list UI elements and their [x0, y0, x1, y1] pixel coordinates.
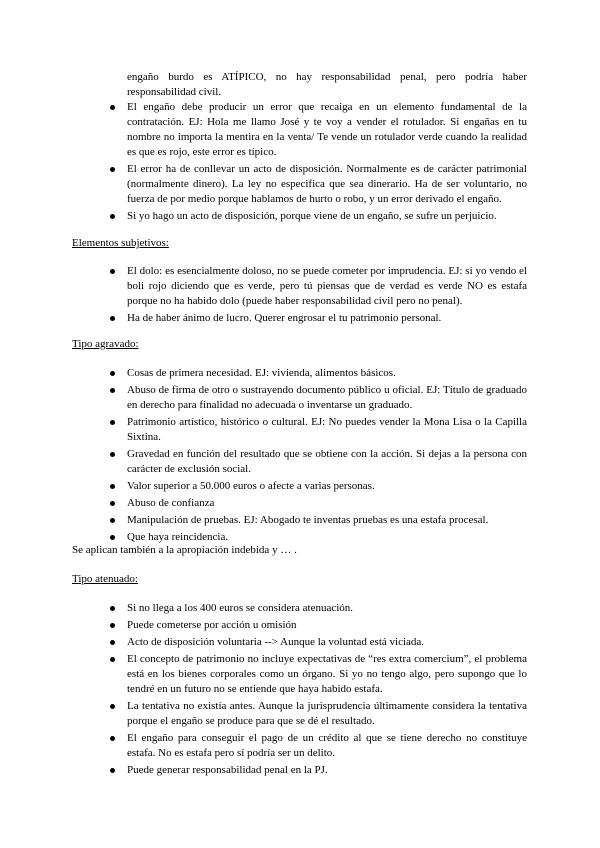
list-item: Acto de disposición voluntaria --> Aunque la voluntad está viciada.: [107, 635, 527, 650]
bullet-list-objective: [107, 100, 527, 226]
list-item: Abuso de firma de otro o sustrayendo documento público u oficial. EJ: Título de graduado en derecho para finalidad no adecuada o inventarse un graduado.: [107, 383, 527, 413]
bullet-list-mitigated: [107, 601, 527, 780]
list-item: Patrimonio artístico, histórico o cultural. EJ: No puedes vender la Mona Lisa o la Capilla Sixtina.: [107, 415, 527, 445]
list-item: El engaño para conseguir el pago de un crédito al que se tiene derecho no constituye estafa. No es estafa pero sí podría ser un delito.: [107, 731, 527, 761]
list-item: El engaño debe producir un error que recaiga en un elemento fundamental de la contratación. EJ: Hola me llamo José y te voy a vender el rotulador. Si engañas en tu nombre no importa la mentira en la venta/ Te vende un rotulador verde cuando la realidad es que es rojo, este error es típico.: [107, 100, 527, 160]
continuation-text: engaño burdo es ATÍPICO, no hay responsabilidad penal, pero podría haber responsabilidad civil.: [127, 71, 527, 98]
list-item: El error ha de conllevar un acto de disposición. Normalmente es de carácter patrimonial (normalmente dinero). La ley no especifica que sea dinerario. Ha de ser voluntario, no fuerza de por medio porque hablamos de hurto o robo, y un error derivado el engaño.: [107, 162, 527, 207]
list-item: El concepto de patrimonio no incluye expectativas de “res extra comercium”, el problema está en los bienes corporales como un órgano. Si yo no tengo algo, pero supongo que lo tendré en un futuro no se entiende que haya habido estafa.: [107, 652, 527, 697]
list-item: Que haya reincidencia.: [107, 530, 527, 545]
bullet-list-aggravated: [107, 366, 527, 547]
list-item: Abuso de confianza: [107, 496, 527, 511]
paragraph-misappropriation: Se aplican también a la apropiación indebida y … .: [72, 544, 297, 556]
list-item: Si no llega a los 400 euros se considera atenuación.: [107, 601, 527, 616]
heading-aggravated-type: Tipo agravado:: [72, 338, 139, 350]
bullet-list-subjective: [107, 264, 527, 328]
list-item: Ha de haber ánimo de lucro. Querer engrosar el tu patrimonio personal.: [107, 311, 527, 326]
heading-mitigated-type: Tipo atenuado:: [72, 573, 138, 585]
heading-subjective-elements: Elementos subjetivos:: [72, 237, 169, 249]
list-item: Si yo hago un acto de disposición, porque viene de un engaño, se sufre un perjuicio.: [107, 209, 527, 224]
list-item: La tentativa no existía antes. Aunque la jurisprudencia últimamente considera la tentativa porque el engaño se produce para que se dé el resultado.: [107, 699, 527, 729]
list-item: El dolo: es esencialmente doloso, no se puede cometer por imprudencia. EJ: si yo vendo el boli rojo diciendo que es verde, pero tú piensas que de verdad es verde NO es estafa porque no ha habido dolo (puede haber responsabilidad civil pero no penal).: [107, 264, 527, 309]
list-item: Puede cometerse por acción u omisión: [107, 618, 527, 633]
list-item: Puede generar responsabilidad penal en la PJ.: [107, 763, 527, 778]
list-item: Valor superior a 50.000 euros o afecte a varias personas.: [107, 479, 527, 494]
list-item: Manipulación de pruebas. EJ: Abogado te inventas pruebas es una estafa procesal.: [107, 513, 527, 528]
list-item: Cosas de primera necesidad. EJ: vivienda, alimentos básicos.: [107, 366, 527, 381]
list-item: Gravedad en función del resultado que se obtiene con la acción. Si dejas a la persona con carácter de exclusión social.: [107, 447, 527, 477]
